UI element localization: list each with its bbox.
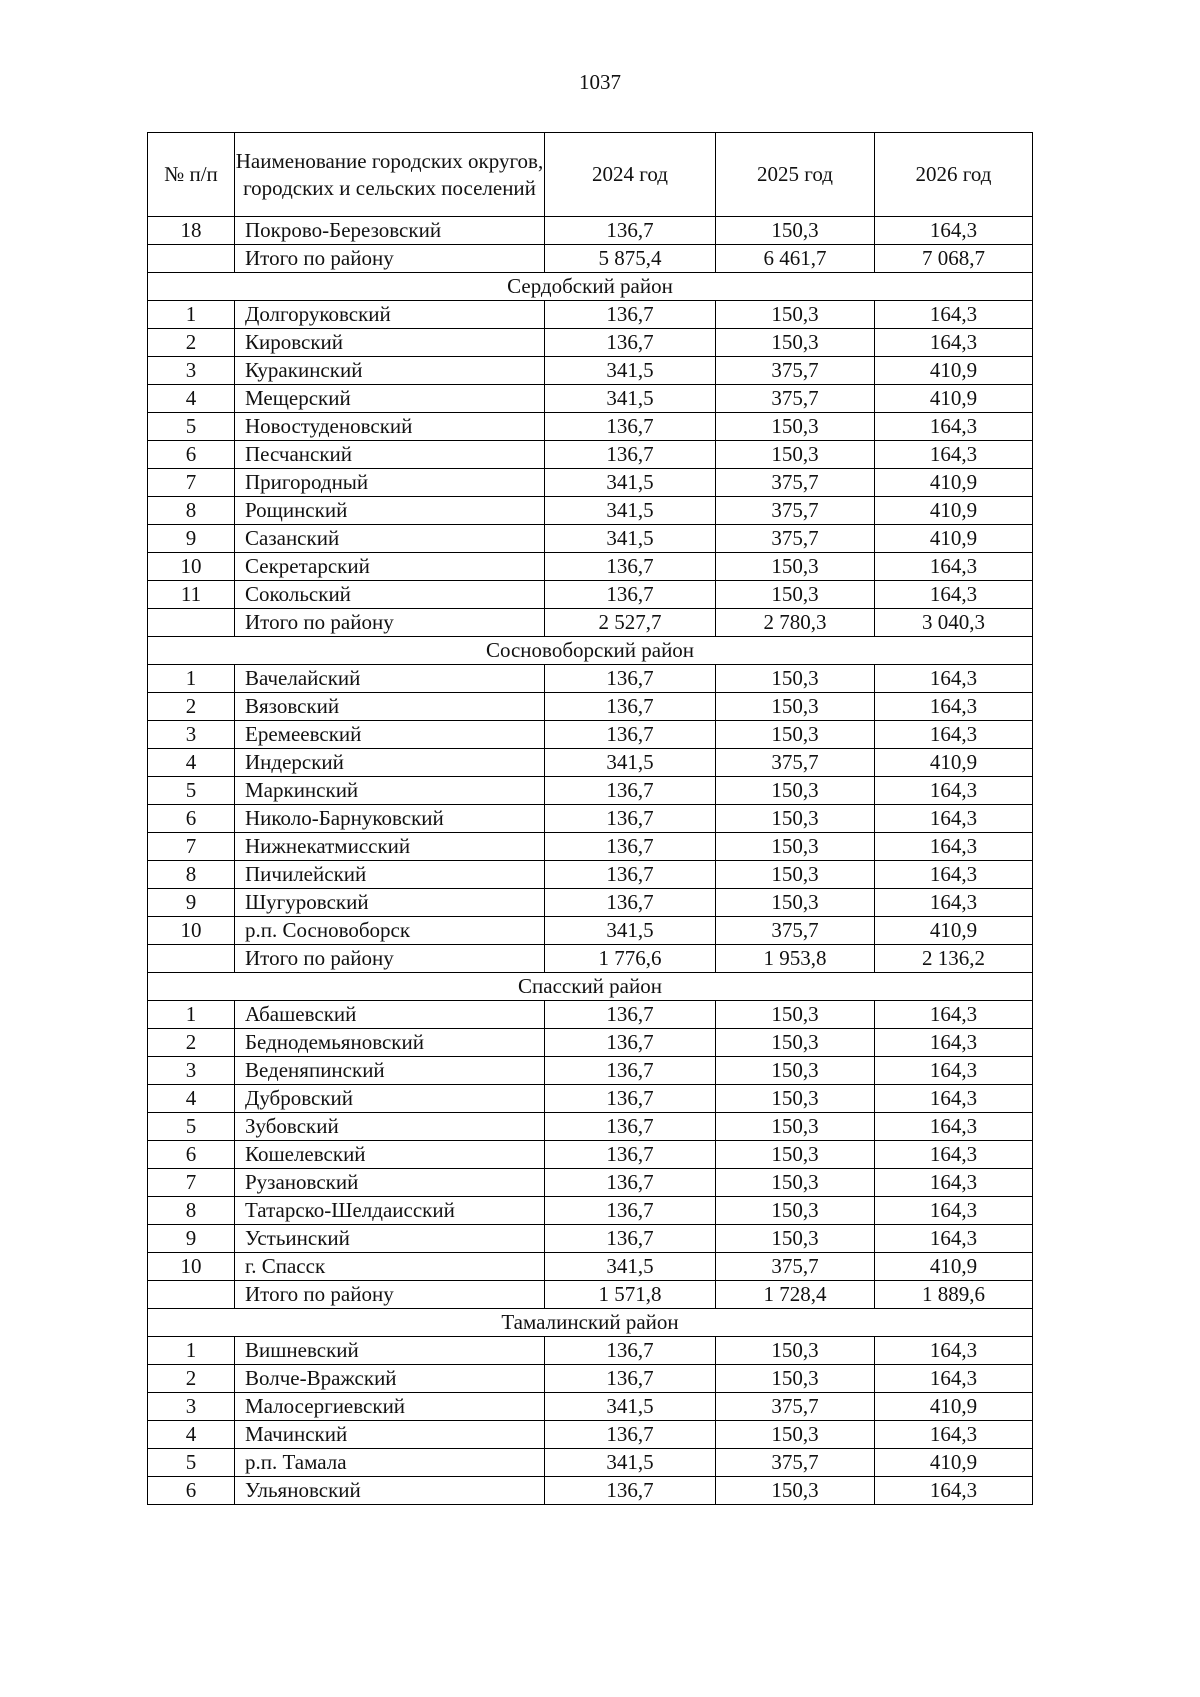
value-2026: 164,3 bbox=[875, 1225, 1033, 1253]
table-row bbox=[148, 1001, 1033, 1029]
value-2024: 136,7 bbox=[545, 1365, 716, 1393]
row-number: 4 bbox=[148, 1421, 235, 1449]
value-2026: 164,3 bbox=[875, 217, 1033, 245]
table-row bbox=[148, 497, 1033, 525]
value-2024: 136,7 bbox=[545, 217, 716, 245]
value-2024: 136,7 bbox=[545, 1085, 716, 1113]
table-row bbox=[148, 861, 1033, 889]
settlement-name: Николо-Барнуковский bbox=[235, 805, 545, 833]
value-2024: 341,5 bbox=[545, 469, 716, 497]
value-2025: 1 728,4 bbox=[716, 1281, 875, 1309]
value-2024: 136,7 bbox=[545, 1225, 716, 1253]
row-number: 2 bbox=[148, 1365, 235, 1393]
row-number: 2 bbox=[148, 1029, 235, 1057]
value-2024: 136,7 bbox=[545, 721, 716, 749]
row-number: 18 bbox=[148, 217, 235, 245]
value-2026: 164,3 bbox=[875, 1057, 1033, 1085]
header-2024: 2024 год bbox=[545, 133, 716, 217]
settlement-name: Секретарский bbox=[235, 553, 545, 581]
settlement-name: Покрово-Березовский bbox=[235, 217, 545, 245]
table-row bbox=[148, 301, 1033, 329]
value-2024: 5 875,4 bbox=[545, 245, 716, 273]
value-2026: 164,3 bbox=[875, 861, 1033, 889]
value-2026: 164,3 bbox=[875, 665, 1033, 693]
value-2025: 150,3 bbox=[716, 1085, 875, 1113]
value-2026: 164,3 bbox=[875, 441, 1033, 469]
settlement-name: Зубовский bbox=[235, 1113, 545, 1141]
value-2025: 375,7 bbox=[716, 525, 875, 553]
value-2026: 164,3 bbox=[875, 721, 1033, 749]
value-2025: 150,3 bbox=[716, 1225, 875, 1253]
header-num: № п/п bbox=[148, 133, 235, 217]
district-name: Спасский район bbox=[148, 973, 1033, 1001]
value-2025: 375,7 bbox=[716, 357, 875, 385]
value-2026: 164,3 bbox=[875, 1169, 1033, 1197]
table-row bbox=[148, 665, 1033, 693]
row-number: 1 bbox=[148, 665, 235, 693]
table-row bbox=[148, 1029, 1033, 1057]
table-row bbox=[148, 889, 1033, 917]
settlement-name: Пичилейский bbox=[235, 861, 545, 889]
row-number: 3 bbox=[148, 721, 235, 749]
settlement-name: Ульяновский bbox=[235, 1477, 545, 1505]
table-row bbox=[148, 1477, 1033, 1505]
value-2024: 136,7 bbox=[545, 1169, 716, 1197]
value-2026: 164,3 bbox=[875, 1477, 1033, 1505]
value-2024: 1 776,6 bbox=[545, 945, 716, 973]
value-2025: 150,3 bbox=[716, 1001, 875, 1029]
value-2025: 150,3 bbox=[716, 805, 875, 833]
value-2024: 136,7 bbox=[545, 553, 716, 581]
row-number: 4 bbox=[148, 385, 235, 413]
table-row bbox=[148, 217, 1033, 245]
value-2025: 150,3 bbox=[716, 1197, 875, 1225]
row-number: 7 bbox=[148, 469, 235, 497]
total-row bbox=[148, 1281, 1033, 1309]
table-row bbox=[148, 1253, 1033, 1281]
settlement-name: Итого по району bbox=[235, 1281, 545, 1309]
value-2025: 150,3 bbox=[716, 1477, 875, 1505]
table-row bbox=[148, 693, 1033, 721]
total-row bbox=[148, 245, 1033, 273]
settlement-name: г. Спасск bbox=[235, 1253, 545, 1281]
value-2024: 136,7 bbox=[545, 1141, 716, 1169]
value-2026: 164,3 bbox=[875, 1085, 1033, 1113]
value-2026: 7 068,7 bbox=[875, 245, 1033, 273]
value-2026: 164,3 bbox=[875, 1141, 1033, 1169]
settlement-name: Устьинский bbox=[235, 1225, 545, 1253]
settlement-name: Индерский bbox=[235, 749, 545, 777]
table-row bbox=[148, 805, 1033, 833]
value-2024: 136,7 bbox=[545, 1337, 716, 1365]
district-heading-row bbox=[148, 973, 1033, 1001]
value-2024: 136,7 bbox=[545, 693, 716, 721]
value-2024: 136,7 bbox=[545, 301, 716, 329]
row-number: 2 bbox=[148, 693, 235, 721]
table-row bbox=[148, 1141, 1033, 1169]
value-2025: 150,3 bbox=[716, 1337, 875, 1365]
page-number: 1037 bbox=[579, 70, 621, 94]
table-row bbox=[148, 777, 1033, 805]
value-2024: 341,5 bbox=[545, 1449, 716, 1477]
row-number: 9 bbox=[148, 1225, 235, 1253]
value-2024: 136,7 bbox=[545, 1029, 716, 1057]
table-row bbox=[148, 1113, 1033, 1141]
table-row bbox=[148, 1197, 1033, 1225]
row-number: 10 bbox=[148, 917, 235, 945]
value-2026: 410,9 bbox=[875, 1449, 1033, 1477]
value-2024: 136,7 bbox=[545, 833, 716, 861]
value-2024: 136,7 bbox=[545, 1113, 716, 1141]
header-2026: 2026 год bbox=[875, 133, 1033, 217]
row-number: 8 bbox=[148, 1197, 235, 1225]
row-number bbox=[148, 245, 235, 273]
row-number: 9 bbox=[148, 889, 235, 917]
value-2024: 341,5 bbox=[545, 1253, 716, 1281]
value-2024: 136,7 bbox=[545, 861, 716, 889]
settlement-name: Долгоруковский bbox=[235, 301, 545, 329]
value-2026: 410,9 bbox=[875, 749, 1033, 777]
settlement-name: Рощинский bbox=[235, 497, 545, 525]
table-row bbox=[148, 917, 1033, 945]
row-number: 1 bbox=[148, 1001, 235, 1029]
value-2024: 341,5 bbox=[545, 749, 716, 777]
value-2026: 164,3 bbox=[875, 1365, 1033, 1393]
row-number bbox=[148, 1281, 235, 1309]
table-header-row bbox=[148, 133, 1033, 217]
value-2025: 2 780,3 bbox=[716, 609, 875, 637]
table-row bbox=[148, 1225, 1033, 1253]
settlement-name: Волче-Вражский bbox=[235, 1365, 545, 1393]
value-2026: 164,3 bbox=[875, 1197, 1033, 1225]
settlement-name: Вишневский bbox=[235, 1337, 545, 1365]
value-2025: 150,3 bbox=[716, 1113, 875, 1141]
value-2026: 410,9 bbox=[875, 385, 1033, 413]
value-2026: 164,3 bbox=[875, 1113, 1033, 1141]
row-number bbox=[148, 945, 235, 973]
row-number: 3 bbox=[148, 1393, 235, 1421]
value-2025: 150,3 bbox=[716, 581, 875, 609]
value-2024: 136,7 bbox=[545, 413, 716, 441]
value-2024: 136,7 bbox=[545, 1477, 716, 1505]
row-number: 5 bbox=[148, 1113, 235, 1141]
total-row bbox=[148, 609, 1033, 637]
settlement-name: Маркинский bbox=[235, 777, 545, 805]
value-2025: 150,3 bbox=[716, 1057, 875, 1085]
settlement-name: Итого по району bbox=[235, 245, 545, 273]
value-2024: 136,7 bbox=[545, 1421, 716, 1449]
settlement-name: Веденяпинский bbox=[235, 1057, 545, 1085]
value-2025: 1 953,8 bbox=[716, 945, 875, 973]
table-row bbox=[148, 1393, 1033, 1421]
row-number: 5 bbox=[148, 777, 235, 805]
row-number: 10 bbox=[148, 553, 235, 581]
settlement-name: Сокольский bbox=[235, 581, 545, 609]
row-number: 9 bbox=[148, 525, 235, 553]
value-2026: 1 889,6 bbox=[875, 1281, 1033, 1309]
settlement-name: Абашевский bbox=[235, 1001, 545, 1029]
value-2026: 164,3 bbox=[875, 1001, 1033, 1029]
value-2025: 150,3 bbox=[716, 1141, 875, 1169]
table-row bbox=[148, 553, 1033, 581]
value-2026: 164,3 bbox=[875, 889, 1033, 917]
value-2026: 410,9 bbox=[875, 525, 1033, 553]
value-2026: 164,3 bbox=[875, 329, 1033, 357]
row-number: 3 bbox=[148, 1057, 235, 1085]
value-2025: 375,7 bbox=[716, 497, 875, 525]
settlement-name: Новостуденовский bbox=[235, 413, 545, 441]
table-row bbox=[148, 1057, 1033, 1085]
row-number: 11 bbox=[148, 581, 235, 609]
table-body bbox=[148, 217, 1033, 1505]
value-2025: 150,3 bbox=[716, 413, 875, 441]
row-number: 8 bbox=[148, 497, 235, 525]
settlement-name: р.п. Тамала bbox=[235, 1449, 545, 1477]
table-row bbox=[148, 749, 1033, 777]
table-row bbox=[148, 1337, 1033, 1365]
settlement-name: Еремеевский bbox=[235, 721, 545, 749]
settlement-name: Малосергиевский bbox=[235, 1393, 545, 1421]
value-2026: 410,9 bbox=[875, 1253, 1033, 1281]
value-2024: 341,5 bbox=[545, 385, 716, 413]
table-row bbox=[148, 1169, 1033, 1197]
value-2026: 164,3 bbox=[875, 553, 1033, 581]
value-2025: 150,3 bbox=[716, 777, 875, 805]
settlement-name: Кировский bbox=[235, 329, 545, 357]
district-heading-row bbox=[148, 273, 1033, 301]
settlement-name: Татарско-Шелдаисский bbox=[235, 1197, 545, 1225]
value-2024: 341,5 bbox=[545, 357, 716, 385]
value-2024: 136,7 bbox=[545, 581, 716, 609]
settlement-name: Песчанский bbox=[235, 441, 545, 469]
settlement-name: Куракинский bbox=[235, 357, 545, 385]
settlement-name: Сазанский bbox=[235, 525, 545, 553]
settlement-name: Пригородный bbox=[235, 469, 545, 497]
value-2025: 375,7 bbox=[716, 749, 875, 777]
settlement-name: Дубровский bbox=[235, 1085, 545, 1113]
settlement-name: Итого по району bbox=[235, 609, 545, 637]
header-2025: 2025 год bbox=[716, 133, 875, 217]
value-2026: 164,3 bbox=[875, 1029, 1033, 1057]
value-2025: 150,3 bbox=[716, 329, 875, 357]
value-2025: 150,3 bbox=[716, 1421, 875, 1449]
row-number: 4 bbox=[148, 1085, 235, 1113]
value-2024: 341,5 bbox=[545, 917, 716, 945]
table-row bbox=[148, 833, 1033, 861]
value-2025: 150,3 bbox=[716, 861, 875, 889]
value-2026: 164,3 bbox=[875, 805, 1033, 833]
value-2024: 136,7 bbox=[545, 329, 716, 357]
row-number: 8 bbox=[148, 861, 235, 889]
value-2024: 136,7 bbox=[545, 1057, 716, 1085]
value-2025: 150,3 bbox=[716, 553, 875, 581]
row-number: 10 bbox=[148, 1253, 235, 1281]
value-2025: 375,7 bbox=[716, 385, 875, 413]
value-2026: 164,3 bbox=[875, 693, 1033, 721]
row-number: 5 bbox=[148, 413, 235, 441]
value-2026: 410,9 bbox=[875, 469, 1033, 497]
value-2026: 164,3 bbox=[875, 777, 1033, 805]
table-row bbox=[148, 1449, 1033, 1477]
settlement-name: Кошелевский bbox=[235, 1141, 545, 1169]
data-table bbox=[147, 132, 1033, 1505]
table-row bbox=[148, 357, 1033, 385]
district-name: Сердобский район bbox=[148, 273, 1033, 301]
row-number: 5 bbox=[148, 1449, 235, 1477]
value-2024: 341,5 bbox=[545, 497, 716, 525]
value-2026: 164,3 bbox=[875, 413, 1033, 441]
district-name: Сосновоборский район bbox=[148, 637, 1033, 665]
value-2025: 150,3 bbox=[716, 1029, 875, 1057]
value-2024: 136,7 bbox=[545, 441, 716, 469]
table-row bbox=[148, 385, 1033, 413]
table-row bbox=[148, 1365, 1033, 1393]
settlement-name: Мачинский bbox=[235, 1421, 545, 1449]
row-number: 4 bbox=[148, 749, 235, 777]
district-heading-row bbox=[148, 637, 1033, 665]
value-2024: 341,5 bbox=[545, 525, 716, 553]
value-2026: 2 136,2 bbox=[875, 945, 1033, 973]
value-2024: 136,7 bbox=[545, 805, 716, 833]
row-number: 1 bbox=[148, 1337, 235, 1365]
table-row bbox=[148, 469, 1033, 497]
total-row bbox=[148, 945, 1033, 973]
row-number: 7 bbox=[148, 1169, 235, 1197]
value-2026: 410,9 bbox=[875, 917, 1033, 945]
value-2025: 150,3 bbox=[716, 301, 875, 329]
value-2026: 164,3 bbox=[875, 1421, 1033, 1449]
header-name: Наименование городских округов, городских и сельских поселений bbox=[235, 133, 545, 217]
value-2024: 136,7 bbox=[545, 777, 716, 805]
value-2024: 136,7 bbox=[545, 889, 716, 917]
settlement-name: Нижнекатмисский bbox=[235, 833, 545, 861]
settlement-name: р.п. Сосновоборск bbox=[235, 917, 545, 945]
table-row bbox=[148, 441, 1033, 469]
table-row bbox=[148, 581, 1033, 609]
value-2025: 375,7 bbox=[716, 1393, 875, 1421]
row-number bbox=[148, 609, 235, 637]
table-row bbox=[148, 1421, 1033, 1449]
value-2025: 150,3 bbox=[716, 1169, 875, 1197]
table-row bbox=[148, 329, 1033, 357]
value-2025: 375,7 bbox=[716, 1449, 875, 1477]
settlement-name: Мещерский bbox=[235, 385, 545, 413]
value-2025: 150,3 bbox=[716, 441, 875, 469]
settlement-name: Беднодемьяновский bbox=[235, 1029, 545, 1057]
value-2024: 136,7 bbox=[545, 1197, 716, 1225]
value-2024: 2 527,7 bbox=[545, 609, 716, 637]
row-number: 7 bbox=[148, 833, 235, 861]
value-2026: 164,3 bbox=[875, 301, 1033, 329]
value-2025: 375,7 bbox=[716, 469, 875, 497]
row-number: 6 bbox=[148, 1141, 235, 1169]
value-2025: 150,3 bbox=[716, 889, 875, 917]
row-number: 6 bbox=[148, 441, 235, 469]
value-2025: 6 461,7 bbox=[716, 245, 875, 273]
row-number: 6 bbox=[148, 805, 235, 833]
value-2025: 150,3 bbox=[716, 721, 875, 749]
value-2026: 410,9 bbox=[875, 497, 1033, 525]
settlement-name: Вязовский bbox=[235, 693, 545, 721]
value-2024: 136,7 bbox=[545, 1001, 716, 1029]
district-name: Тамалинский район bbox=[148, 1309, 1033, 1337]
table-row bbox=[148, 413, 1033, 441]
value-2025: 150,3 bbox=[716, 1365, 875, 1393]
settlement-name: Вачелайский bbox=[235, 665, 545, 693]
district-heading-row bbox=[148, 1309, 1033, 1337]
row-number: 1 bbox=[148, 301, 235, 329]
settlement-name: Шугуровский bbox=[235, 889, 545, 917]
table-row bbox=[148, 1085, 1033, 1113]
settlement-name: Итого по району bbox=[235, 945, 545, 973]
value-2025: 375,7 bbox=[716, 1253, 875, 1281]
value-2025: 150,3 bbox=[716, 833, 875, 861]
row-number: 6 bbox=[148, 1477, 235, 1505]
value-2025: 150,3 bbox=[716, 665, 875, 693]
row-number: 2 bbox=[148, 329, 235, 357]
value-2024: 341,5 bbox=[545, 1393, 716, 1421]
value-2026: 3 040,3 bbox=[875, 609, 1033, 637]
value-2025: 150,3 bbox=[716, 217, 875, 245]
value-2026: 410,9 bbox=[875, 1393, 1033, 1421]
row-number: 3 bbox=[148, 357, 235, 385]
value-2026: 164,3 bbox=[875, 581, 1033, 609]
value-2025: 150,3 bbox=[716, 693, 875, 721]
settlement-name: Рузановский bbox=[235, 1169, 545, 1197]
value-2024: 1 571,8 bbox=[545, 1281, 716, 1309]
value-2024: 136,7 bbox=[545, 665, 716, 693]
value-2026: 410,9 bbox=[875, 357, 1033, 385]
table-row bbox=[148, 525, 1033, 553]
value-2026: 164,3 bbox=[875, 1337, 1033, 1365]
value-2026: 164,3 bbox=[875, 833, 1033, 861]
value-2025: 375,7 bbox=[716, 917, 875, 945]
table-row bbox=[148, 721, 1033, 749]
